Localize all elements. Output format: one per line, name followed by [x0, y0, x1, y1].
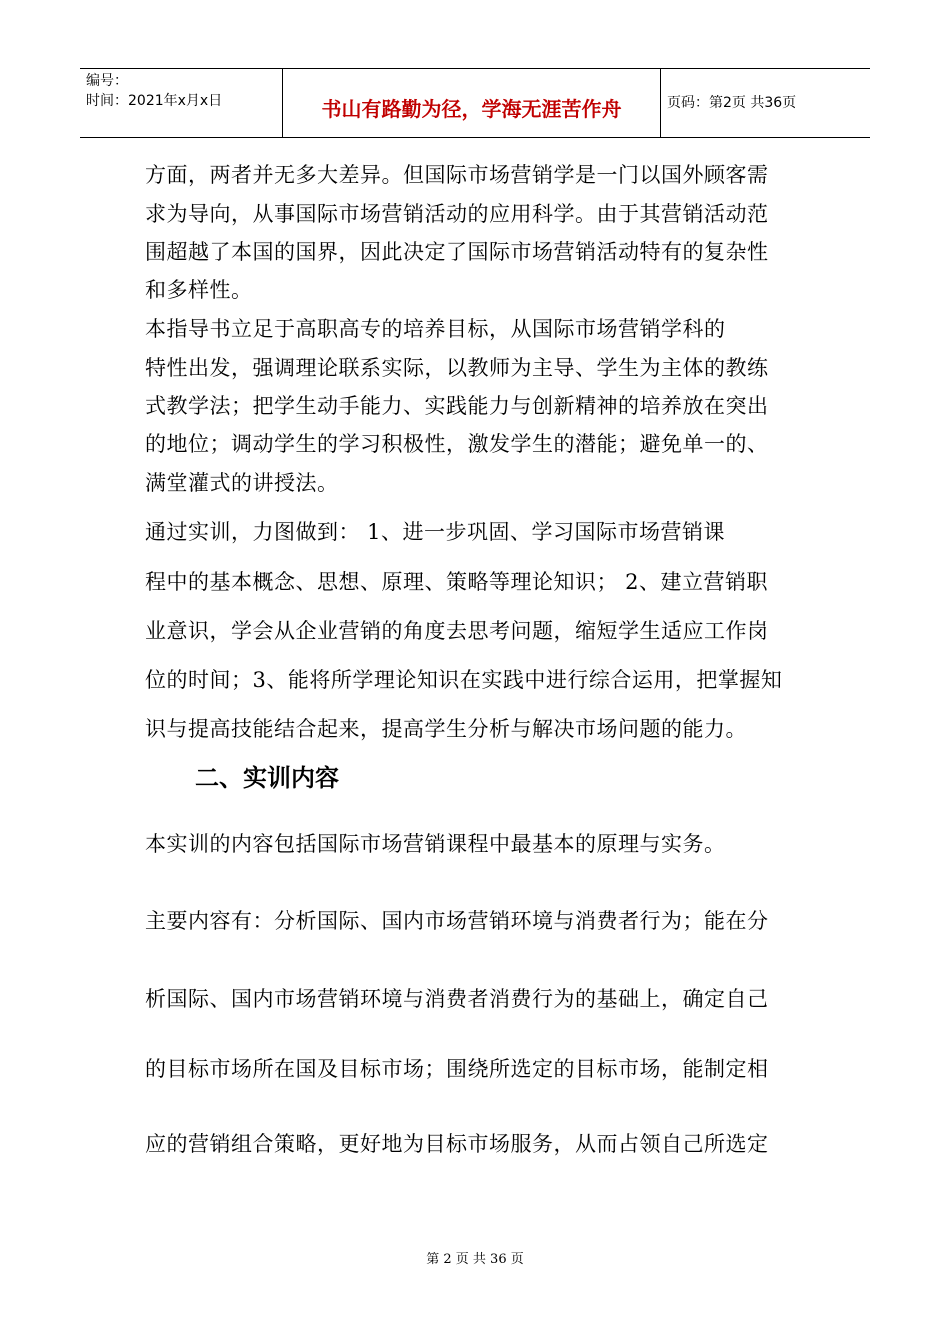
paragraph-line: 的地位；调动学生的学习积极性，激发学生的潜能；避免单一的、: [145, 432, 769, 456]
paragraph-line: 满堂灌式的讲授法。: [145, 471, 339, 495]
paragraph-line: 方面，两者并无多大差异。但国际市场营销学是一门以国外顾客需: [145, 163, 769, 187]
document-time-label: 时间：2021年x月x日: [86, 93, 223, 109]
paragraph-line: 本指导书立足于高职高专的培养目标，从国际市场营销学科的: [145, 317, 726, 341]
header-page-cell: [661, 69, 870, 137]
header-motto: 书山有路勤为径，学海无涯苦作舟: [321, 97, 622, 121]
header-motto-cell: [283, 69, 661, 137]
paragraph-line: 程中的基本概念、思想、原理、策略等理论知识； 2、建立营销职: [145, 570, 769, 594]
document-header: [80, 68, 870, 138]
paragraph-line: 通过实训，力图做到： 1、进一步巩固、学习国际市场营销课: [145, 520, 726, 544]
header-meta-cell: [80, 69, 283, 137]
paragraph-line: 识与提高技能结合起来，提高学生分析与解决市场问题的能力。: [145, 717, 747, 741]
paragraph-line: 主要内容有：分析国际、国内市场营销环境与消费者行为；能在分: [145, 909, 769, 933]
paragraph-line: 应的营销组合策略，更好地为目标市场服务，从而占领自己所选定: [145, 1132, 769, 1156]
paragraph-line: 的目标市场所在国及目标市场；围绕所选定的目标市场，能制定相: [145, 1057, 769, 1081]
paragraph-line: 式教学法；把学生动手能力、实践能力与创新精神的培养放在突出: [145, 394, 769, 418]
paragraph-line: 析国际、国内市场营销环境与消费者消费行为的基础上，确定自己: [145, 987, 769, 1011]
paragraph-line: 和多样性。: [145, 278, 253, 302]
section-heading: 二、实训内容: [195, 764, 339, 792]
paragraph-line: 本实训的内容包括国际市场营销课程中最基本的原理与实务。: [145, 832, 726, 856]
paragraph-line: 位的时间；3、能将所学理论知识在实践中进行综合运用，把掌握知: [145, 668, 783, 692]
page-footer: 第 2 页 共 36 页: [426, 1252, 524, 1267]
paragraph-line: 围超越了本国的国界，因此决定了国际市场营销活动特有的复杂性: [145, 240, 769, 264]
paragraph-line: 求为导向，从事国际市场营销活动的应用科学。由于其营销活动范: [145, 202, 769, 226]
document-number-label: 编号：: [86, 73, 128, 89]
paragraph-line: 业意识，学会从企业营销的角度去思考问题，缩短学生适应工作岗: [145, 619, 769, 643]
header-page-info: 页码：第2页 共36页: [667, 95, 797, 111]
paragraph-line: 特性出发，强调理论联系实际，以教师为主导、学生为主体的教练: [145, 356, 769, 380]
